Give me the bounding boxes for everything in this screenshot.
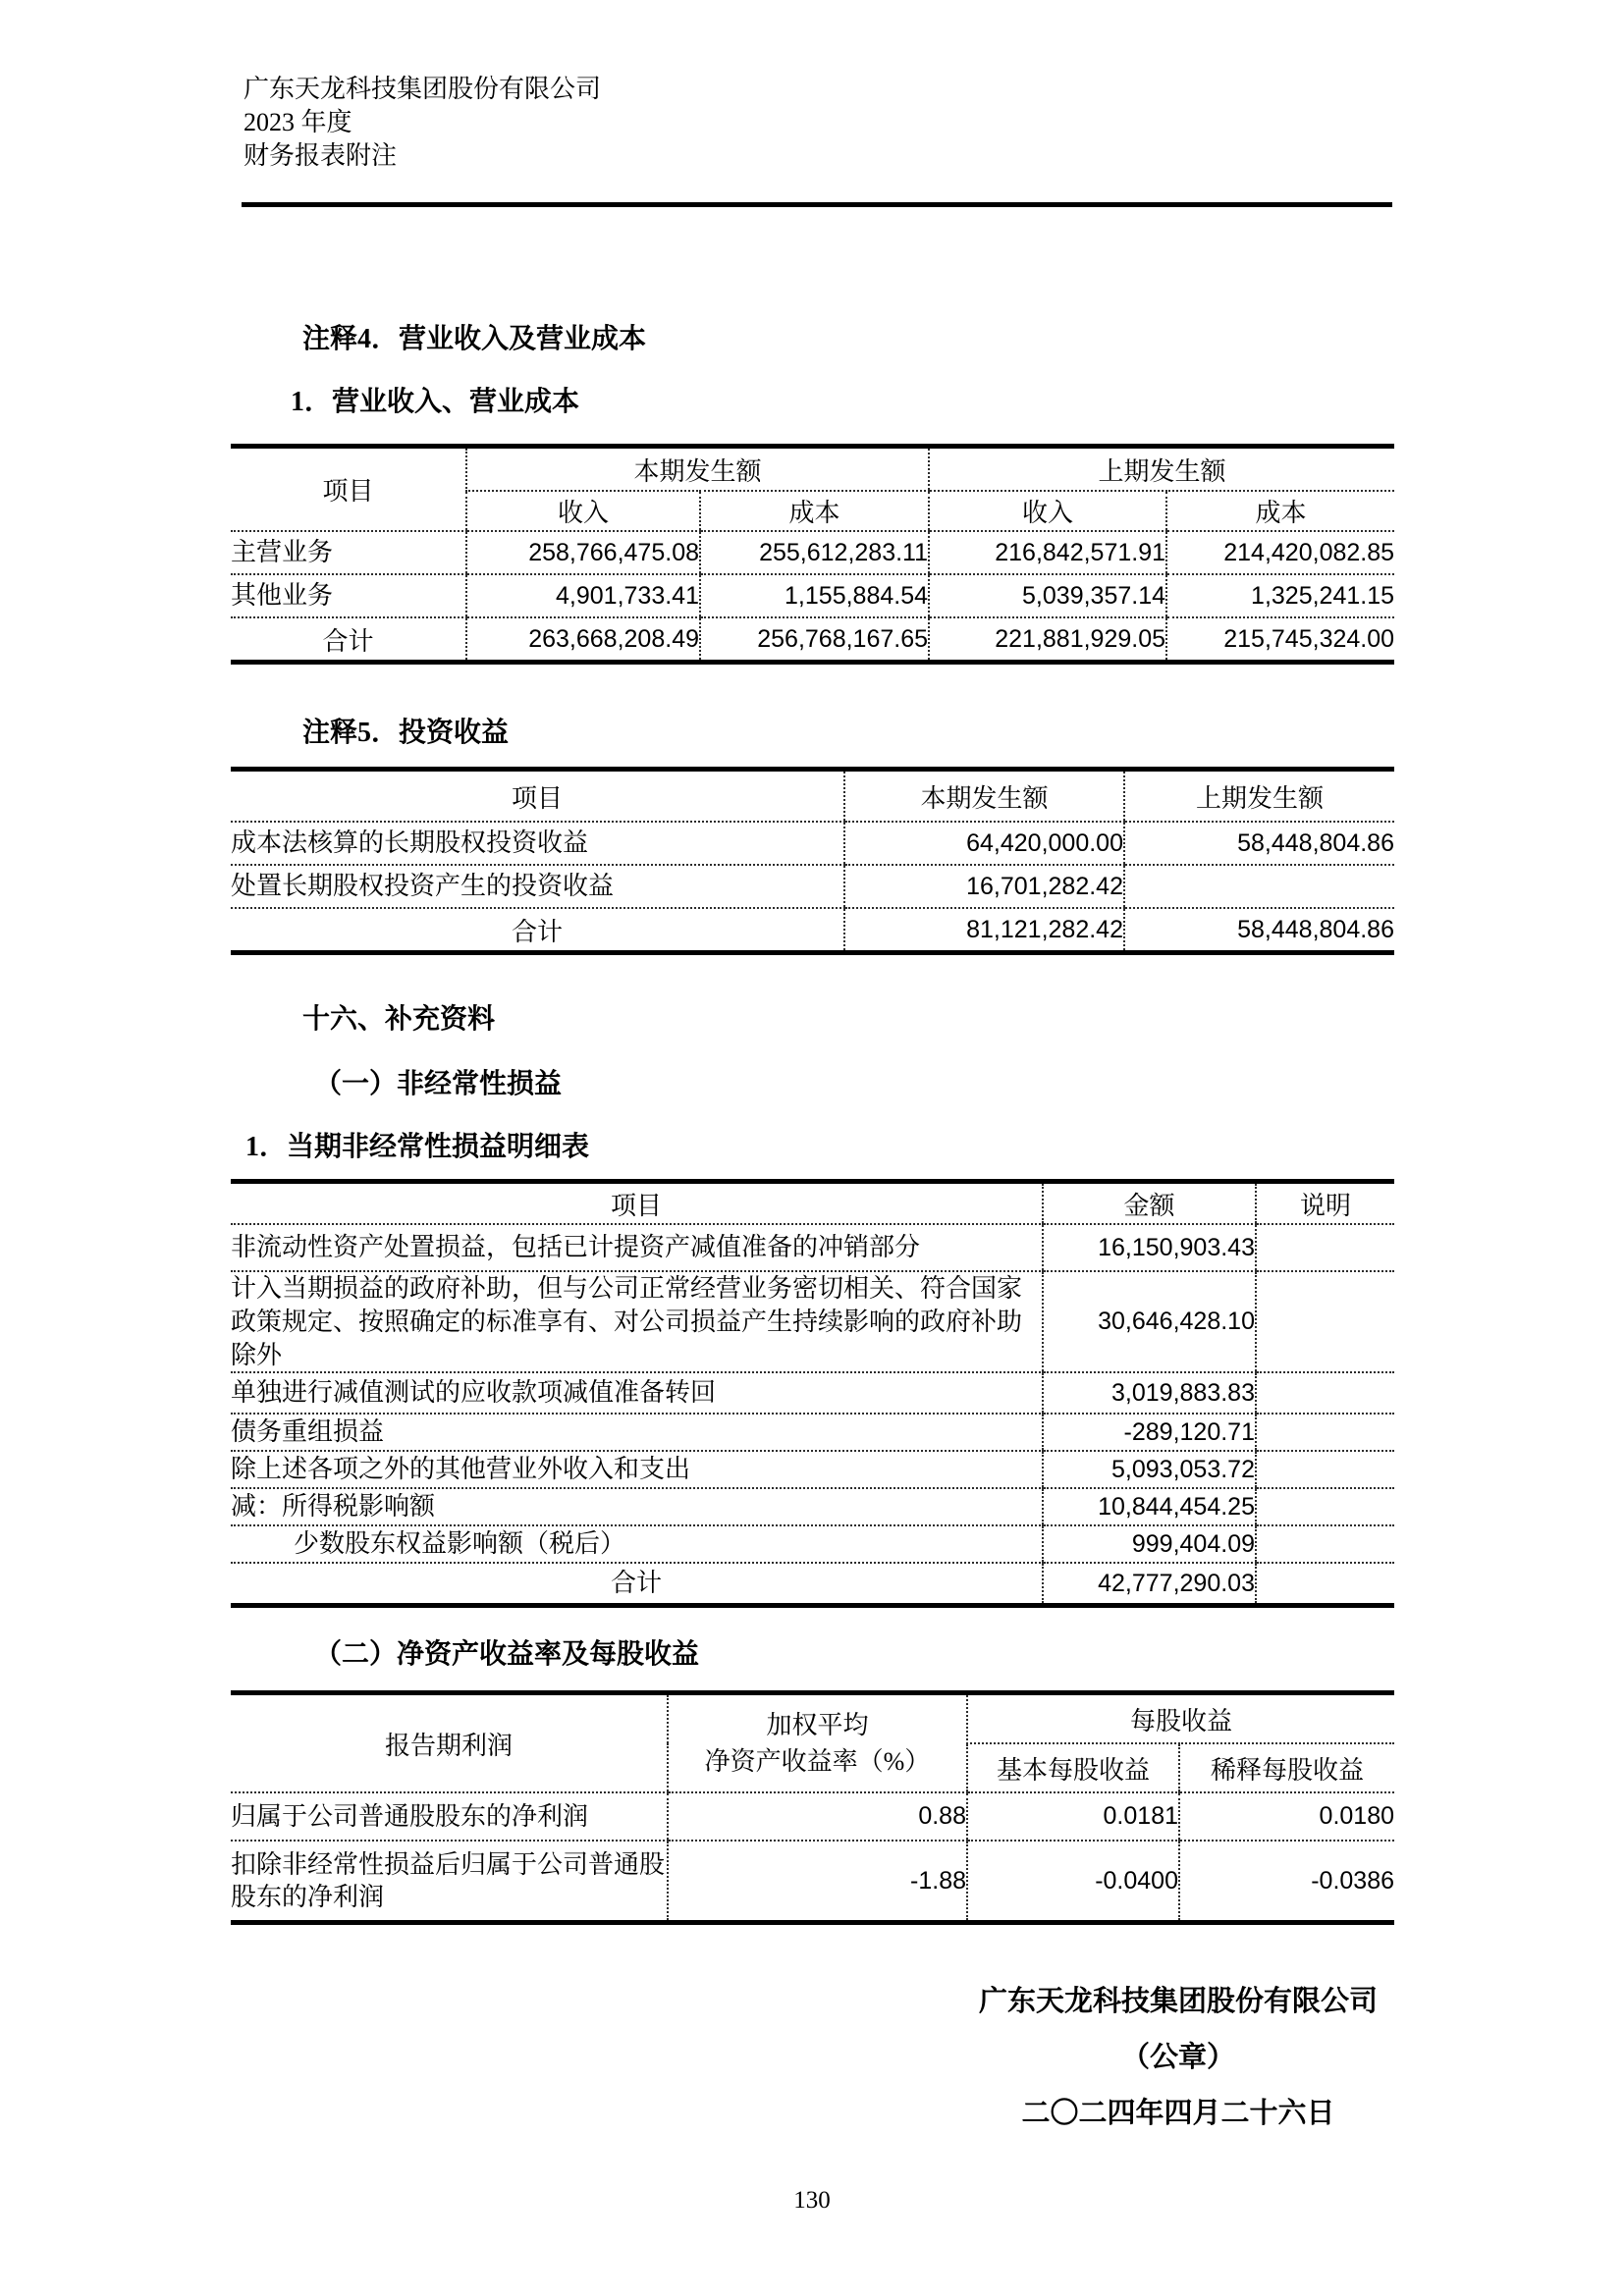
cell-basic-eps: 0.0181 [967,1792,1179,1841]
cell-value: 263,668,208.49 [466,617,700,663]
row-label: 归属于公司普通股股东的净利润 [231,1792,668,1841]
table-header-row [231,1182,1394,1225]
roe-header-line2: 净资产收益率（%） [704,1747,931,1777]
cell-note [1256,1414,1394,1451]
table-total-row [231,1563,1394,1606]
signature-date: 二〇二四年四月二十六日 [1021,2098,1335,2130]
row-label: 非流动性资产处置损益，包括已计提资产减值准备的冲销部分 [231,1224,1043,1271]
table-row [231,822,1394,865]
row-label-total: 合计 [322,626,374,656]
cell-value: 215,745,324.00 [1166,617,1394,663]
nonrecurring-detail-heading: 1．当期非经常性损益明细表 [245,1132,590,1162]
company-seal-label: （公章） [1120,2042,1235,2074]
table-row [231,865,1394,908]
cell-note [1256,1451,1394,1488]
row-label: 主营业务 [231,531,466,574]
table-header-row [231,1693,1394,1744]
row-label-total: 合计 [610,1569,662,1598]
row-label: 其他业务 [231,574,466,617]
row-label: 债务重组损益 [231,1414,1043,1451]
table-row [231,574,1394,617]
cell-amount: 42,777,290.03 [1043,1563,1256,1606]
row-label: 处置长期股权投资产生的投资收益 [231,865,844,908]
col-header-profit: 报告期利润 [231,1693,668,1793]
cell-basic-eps: -0.0400 [967,1841,1179,1923]
header-report-year: 2023 年度 [244,108,352,136]
table-row [231,1271,1394,1372]
cell-value: 58,448,804.86 [1124,822,1394,865]
cell-value: 214,420,082.85 [1166,531,1394,574]
cell-amount: 3,019,883.83 [1043,1372,1256,1414]
cell-amount: 30,646,428.10 [1043,1271,1256,1372]
signature-company-name: 广东天龙科技集团股份有限公司 [978,1986,1378,2018]
table-row [231,1451,1394,1488]
cell-note [1256,1525,1394,1563]
col-header-diluted-eps: 稀释每股收益 [1179,1743,1394,1792]
table-header-row [231,447,1394,492]
nonrecurring-items-table [231,1179,1394,1608]
cell-value: 216,842,571.91 [929,531,1166,574]
cell-amount: 999,404.09 [1043,1525,1256,1563]
table-total-row [231,908,1394,953]
supplement-heading: 十六、补充资料 [302,1004,496,1035]
table-row [231,1488,1394,1525]
cell-note [1256,1563,1394,1606]
cell-diluted-eps: 0.0180 [1179,1792,1394,1841]
cell-note [1256,1224,1394,1271]
col-header-amount: 金额 [1043,1182,1256,1225]
cell-value: 4,901,733.41 [466,574,700,617]
roe-header-line1: 加权平均 [766,1710,869,1739]
col-header-income: 收入 [929,491,1166,531]
page-number: 130 [793,2187,831,2215]
cell-value: 256,768,167.65 [700,617,929,663]
row-label: 单独进行减值测试的应收款项减值准备转回 [231,1372,1043,1414]
col-header-basic-eps: 基本每股收益 [967,1743,1179,1792]
col-header-cost: 成本 [700,491,929,531]
cell-value: 64,420,000.00 [844,822,1124,865]
row-label: 计入当期损益的政府补助，但与公司正常经营业务密切相关、符合国家政策规定、按照确定的标准享有、对公司损益产生持续影响的政府补助除外 [231,1271,1043,1372]
row-label: 扣除非经常性损益后归属于公司普通股股东的净利润 [231,1849,666,1912]
table-row [231,1414,1394,1451]
table-row [231,531,1394,574]
table-row [231,1841,1394,1923]
cell-note [1256,1488,1394,1525]
table-row [231,1525,1394,1563]
row-label: 除上述各项之外的其他营业外收入和支出 [231,1451,1043,1488]
cell-value: 1,325,241.15 [1166,574,1394,617]
cell-value: 258,766,475.08 [466,531,700,574]
col-header-item: 项目 [231,770,844,823]
cell-value: 81,121,282.42 [844,908,1124,953]
col-header-prior-period: 上期发生额 [929,447,1394,492]
cell-value: 58,448,804.86 [1124,908,1394,953]
cell-value: 1,155,884.54 [700,574,929,617]
cell-amount: 16,150,903.43 [1043,1224,1256,1271]
header-company-name: 广东天龙科技集团股份有限公司 [244,75,602,103]
header-doc-type: 财务报表附注 [244,141,398,170]
investment-income-table [231,767,1394,955]
cell-roe: 0.88 [668,1792,967,1841]
cell-value: 255,612,283.11 [700,531,929,574]
table-row [231,1792,1394,1841]
roe-eps-table [231,1690,1394,1925]
header-divider [242,202,1392,207]
signature-block [707,1974,1624,2142]
row-label: 成本法核算的长期股权投资收益 [231,822,844,865]
cell-roe: -1.88 [668,1841,967,1923]
table-total-row [231,617,1394,663]
cell-amount: 10,844,454.25 [1043,1488,1256,1525]
cell-value: 5,039,357.14 [929,574,1166,617]
col-header-cost: 成本 [1166,491,1394,531]
table-header-row [231,770,1394,823]
supplement-sub2-heading: （二）净资产收益率及每股收益 [314,1639,700,1671]
col-header-weighted-roe [668,1693,967,1793]
doc-header [244,73,1624,173]
col-header-current-period: 本期发生额 [466,447,929,492]
table-row [231,1224,1394,1271]
note4-subheading: 1．营业收入、营业成本 [291,387,580,417]
revenue-cost-table [231,444,1394,665]
row-label-total: 合计 [511,917,563,946]
cell-amount: 5,093,053.72 [1043,1451,1256,1488]
cell-diluted-eps: -0.0386 [1179,1841,1394,1923]
cell-amount: -289,120.71 [1043,1414,1256,1451]
col-header-item: 项目 [231,447,466,532]
supplement-sub1-heading: （一）非经常性损益 [314,1069,563,1099]
cell-value: 221,881,929.05 [929,617,1166,663]
note5-heading: 注释5．投资收益 [302,718,510,748]
note4-heading: 注释4．营业收入及营业成本 [302,324,647,354]
cell-value [1124,865,1394,908]
cell-value: 16,701,282.42 [844,865,1124,908]
table-row [231,1372,1394,1414]
col-header-current-period: 本期发生额 [844,770,1124,823]
col-header-prior-period: 上期发生额 [1124,770,1394,823]
cell-note [1256,1372,1394,1414]
cell-note [1256,1271,1394,1372]
col-header-note: 说明 [1256,1182,1394,1225]
col-header-income: 收入 [466,491,700,531]
col-header-eps: 每股收益 [967,1693,1394,1744]
row-label: 减：所得税影响额 [231,1488,1043,1525]
col-header-item: 项目 [231,1182,1043,1225]
row-label: 少数股东权益影响额（税后） [231,1525,1043,1563]
